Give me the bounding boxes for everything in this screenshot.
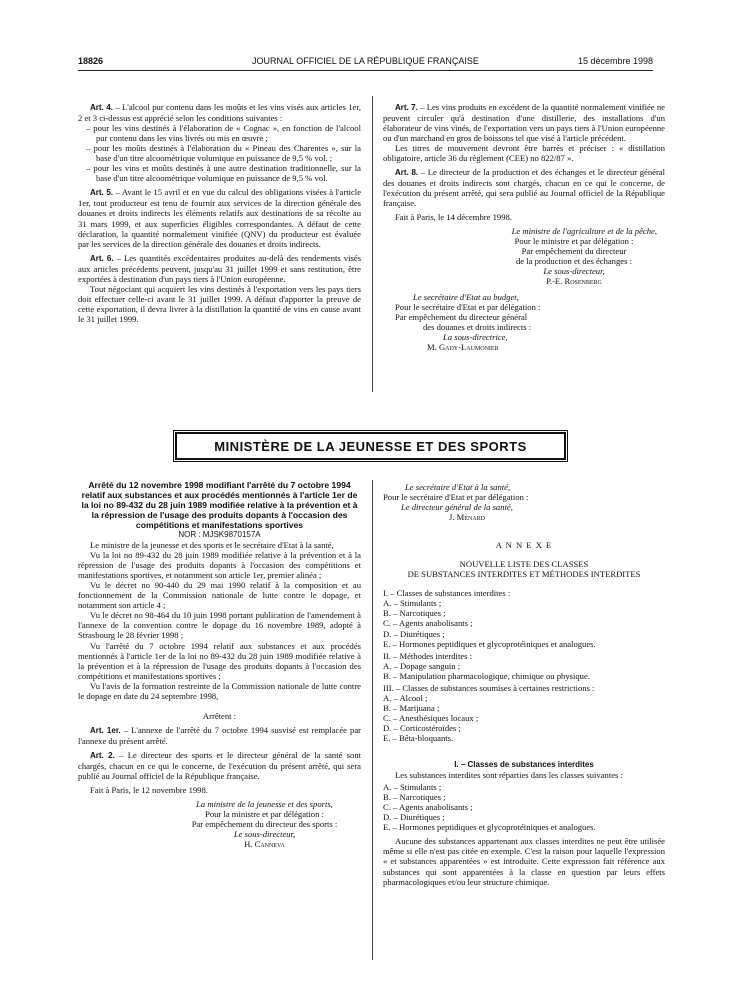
list-item: D. – Diurétiques ; xyxy=(383,812,445,823)
page-number: 18826 xyxy=(78,56,104,66)
paragraph: Aucune des substances appartenant aux classes interdites ne peut être utilisée même si elle n'est pas citée en exemple. C'est la raison pour laquelle l'expression « et substances apparentées » est introduite. Cette expression fait référence aux substances qui sont apparentées à la classe en question par leurs effets pharmacologiques et/ou leur structure chimique. xyxy=(383,836,665,887)
column-divider xyxy=(372,96,373,392)
signatory-name: H. Canneva xyxy=(244,839,285,850)
paragraph: Les titres de mouvement devront être barrés et préciser : « distillation obligatoire, article 36 du règlement (CEE) no 822/87 ». xyxy=(383,143,665,164)
list-item: C. – Agents anabolisants ; xyxy=(383,802,473,813)
substances-list xyxy=(383,782,665,832)
visa: Vu l'arrêté du 7 octobre 1994 relatif aux substances et aux procédés mentionnés à l'article 1er de la loi no 89-432 du 28 juin 1989 modifiée relative à la prévention et à la répression de l'usage des produits dopants à l'occasion des compétitions et manifestations sportives ; xyxy=(78,640,361,681)
list-item: D. – Corticostéroïdes ; xyxy=(383,722,461,733)
signature-line: Le directeur général de la santé, xyxy=(401,502,513,513)
list-item: II. – Méthodes interdites : xyxy=(383,650,473,661)
journal-title: JOURNAL OFFICIEL DE LA RÉPUBLIQUE FRANÇAISE xyxy=(252,56,479,66)
visa: Vu la loi no 89-432 du 28 juin 1989 modifiée relative à la prévention et à la répression de l'usage des produits dopants à l'occasion des compétitions et manifestations sportives, et notamment son article 1er, premier alinéa ; xyxy=(78,550,361,581)
article-6: Art. 6. – Les quantités excédentaires produites au-delà des rendements visés aux articles précédents peuvent, jusqu'au 31 juillet 1999 et sans restitution, être exportées à destination d'un pays tiers à l'Union européenne. xyxy=(78,252,361,284)
signature-block xyxy=(78,799,361,849)
list-title: DE SUBSTANCES INTERDITES ET MÉTHODES INTERDITES xyxy=(407,569,641,580)
issue-date: 15 décembre 1998 xyxy=(577,56,653,66)
list-item: B. – Narcotiques ; xyxy=(383,792,446,803)
page-header xyxy=(78,56,653,70)
header-rule xyxy=(78,70,653,71)
signature-line: Le secrétaire d'Etat à la santé, xyxy=(405,482,511,492)
signature-line: Par empêchement du directeur général xyxy=(395,311,528,322)
ministry-title: MINISTÈRE DE LA JEUNESSE ET DES SPORTS xyxy=(175,432,566,460)
signature-line: Le sous-directeur, xyxy=(543,265,605,276)
list-item: A. – Dopage sanguin ; xyxy=(383,660,461,671)
list-item: B. – Narcotiques ; xyxy=(383,608,446,619)
top-left-column xyxy=(78,102,361,324)
article-2: Art. 2. – Le directeur des sports et le directeur général de la santé sont chargés, chacun en ce qui le concerne, de l'exécution du présent arrêté, qui sera publié au Journal officiel de la République française. xyxy=(78,749,362,782)
signature-line: de la production et des échanges : xyxy=(516,255,632,266)
article-8: Art. 8. – Le directeur de la production et des échanges et le directeur général des douanes et droits indirects sont chargés, chacun en ce qui le concerne, de l'exécution du présent arrêté, qui sera publié au Journal officiel de la République française. xyxy=(383,167,666,209)
signature-line: Par empêchement du directeur des sports : xyxy=(191,819,338,830)
signatory-name: P.-E. Rosenberg xyxy=(546,275,602,286)
list-item: C. – Agents anabolisants ; xyxy=(383,618,473,629)
column-divider xyxy=(372,480,373,960)
done-at: Fait à Paris, le 12 novembre 1998. xyxy=(90,785,208,796)
signature-line: Le secrétaire d'Etat au budget, xyxy=(413,291,519,302)
list-item: III. – Classes de substances soumises à certaines restrictions : xyxy=(383,682,595,693)
list-item: – pour les vins destinés à l'élaboration de « Cognac », en fonction de l'alcool pur contenu dans les vins livrés ou mis en œuvre ; xyxy=(86,123,361,144)
article-label: Art. 7. xyxy=(395,103,418,112)
list-item: E. – Bêta-bloquants. xyxy=(383,732,454,743)
signatory-name: M. Gady-Laumonier xyxy=(427,342,499,353)
signature-block xyxy=(383,292,665,352)
list-item: – pour les moûts destinés à l'élaboration du « Pineau des Charentes », sur la base d'un titre alcoométrique volumique en puissance de 9,5 % vol. ; xyxy=(86,143,361,164)
article-label: Art. 8. xyxy=(395,168,419,178)
signature-block xyxy=(383,482,665,522)
list-item: A. – Alcool ; xyxy=(383,692,428,703)
article-label: Art. 2. xyxy=(90,750,115,760)
signature-line: Pour la ministre et par délégation : xyxy=(205,809,324,820)
article-label: Art. 4. xyxy=(90,103,113,112)
signature-line: des douanes et droits indirects : xyxy=(423,321,532,332)
list-item: B. – Marijuana ; xyxy=(383,702,440,713)
top-right-column xyxy=(383,102,665,352)
signatory-name: J. Ménard xyxy=(449,512,485,523)
list-item: E. – Hormones peptidiques et glycoprotéiniques et analogues. xyxy=(383,822,596,833)
list-item: I. – Classes de substances interdites : xyxy=(383,588,511,599)
signature-line: Le sous-directeur, xyxy=(233,829,296,840)
annexe-heading: A N N E X E xyxy=(495,540,553,551)
list-item: E. – Hormones peptidiques et glycoprotéiniques et analogues. xyxy=(383,638,596,649)
list-item: A. – Stimulants ; xyxy=(383,782,442,793)
substances-list xyxy=(383,588,665,743)
article-label: Art. 6. xyxy=(90,253,114,263)
signature-line: Le ministre de l'agriculture et de la pêche, xyxy=(511,225,657,236)
paragraph: Les substances interdites sont réparties dans les classes suivantes : xyxy=(395,770,623,781)
done-at: Fait à Paris, le 14 décembre 1998. xyxy=(395,212,512,223)
signature-line: Pour le secrétaire d'Etat et par délégation : xyxy=(383,492,529,503)
nor-reference: NOR : MJSK9870157A xyxy=(178,530,261,539)
signature-line: La sous-directrice, xyxy=(443,331,508,342)
article-4: Art. 4. – L'alcool pur contenu dans les moûts et les vins visés aux articles 1er, 2 et 3 ci-dessus est apprécié selon les conditions suivantes : xyxy=(78,102,361,124)
list-title: NOUVELLE LISTE DES CLASSES xyxy=(459,559,589,570)
signature-line: Par empêchement du directeur xyxy=(521,245,627,256)
visa: Vu l'avis de la formation restreinte de la Commission nationale de lutte contre le dopage en date du 24 septembre 1998, xyxy=(78,680,361,701)
signature-block xyxy=(383,226,665,286)
signature-line: La ministre de la jeunesse et des sports, xyxy=(196,799,333,810)
visa: Vu le décret no 98-464 du 10 juin 1998 portant publication de l'amendement à l'annexe de la convention contre le dopage du 16 novembre 1989, adopté à Strasbourg le 28 février 1998 ; xyxy=(78,610,361,641)
paragraph: Tout négociant qui acquiert les vins destinés à l'exportation vers les pays tiers doit effectuer celle-ci avant le 31 juillet 1999. A défaut d'apporter la preuve de cette exportation, il devra livrer à la distillation la quantité de vins en cause avant le 31 juillet 1999. xyxy=(78,283,361,324)
article-label: Art. 1er. xyxy=(90,725,121,735)
list-item: B. – Manipulation pharmacologique, chimique ou physique. xyxy=(383,670,590,681)
preamble-intro: Le ministre de la jeunesse et des sports et le secrétaire d'Etat à la santé, xyxy=(90,540,334,551)
arretent: Arrêtent : xyxy=(202,710,237,721)
list-item: – pour les vins et moûts destinés à une autre destination traditionnelle, sur la base d'un titre alcoométrique volumique en puissance de 9,5 % vol. xyxy=(86,163,361,184)
list-item: A. – Stimulants ; xyxy=(383,598,442,609)
bottom-left-column xyxy=(78,480,361,849)
signature-line: Pour le ministre et par délégation : xyxy=(514,235,634,246)
signature-line: Pour le secrétaire d'Etat et par délégation : xyxy=(395,301,541,312)
article-1: Art. 1er. – L'annexe de l'arrêté du 7 octobre 1994 susvisé est remplacée par l'annexe du présent arrêté. xyxy=(78,724,362,746)
bottom-right-column xyxy=(383,482,665,887)
article-5: Art. 5. – Avant le 15 avril et en vue du calcul des obligations visées à l'article 1er, tout producteur est tenu de fournir aux services de la direction générale des douanes et droits indirects les éléments relatifs aux destinations de sa récolte au 31 mars 1999, et aux superficies éligibles correspondantes. A défaut de cette déclaration, la quantité normalement vinifiée (QNV) du producteur est évaluée par les services de la direction générale des douanes et droits indirects. xyxy=(78,187,362,249)
article-7: Art. 7. – Les vins produits en excédent de la quantité normalement vinifiée ne peuvent circuler qu'à destination d'une distillerie, des installations d'un élaborateur de vins vinés, de l'exportation vers un pays tiers à l'Union européenne ou d'un marchand en gros de boissons tel que visé à l'article précédent. xyxy=(383,102,665,144)
visa: Vu le décret no 90-440 du 29 mai 1990 relatif à la composition et au fonctionnement de la Commission nationale de lutte contre le dopage, et notamment son article 4 ; xyxy=(78,580,361,611)
arrete-title: Arrêté du 12 novembre 1998 modifiant l'arrêté du 7 octobre 1994 relatif aux substances et aux procédés mentionnés à l'article 1er de la loi no 89-432 du 28 juin 1989 modifiée relative à la prévention et à la répression de l'usage des produits dopants à l'occasion des compétitions et manifestations sportives xyxy=(81,480,358,530)
section-heading: I. – Classes de substances interdites xyxy=(454,760,594,770)
list-item: D. – Diurétiques ; xyxy=(383,628,445,639)
article-label: Art. 5. xyxy=(90,188,114,198)
list-item: C. – Anesthésiques locaux ; xyxy=(383,712,479,723)
